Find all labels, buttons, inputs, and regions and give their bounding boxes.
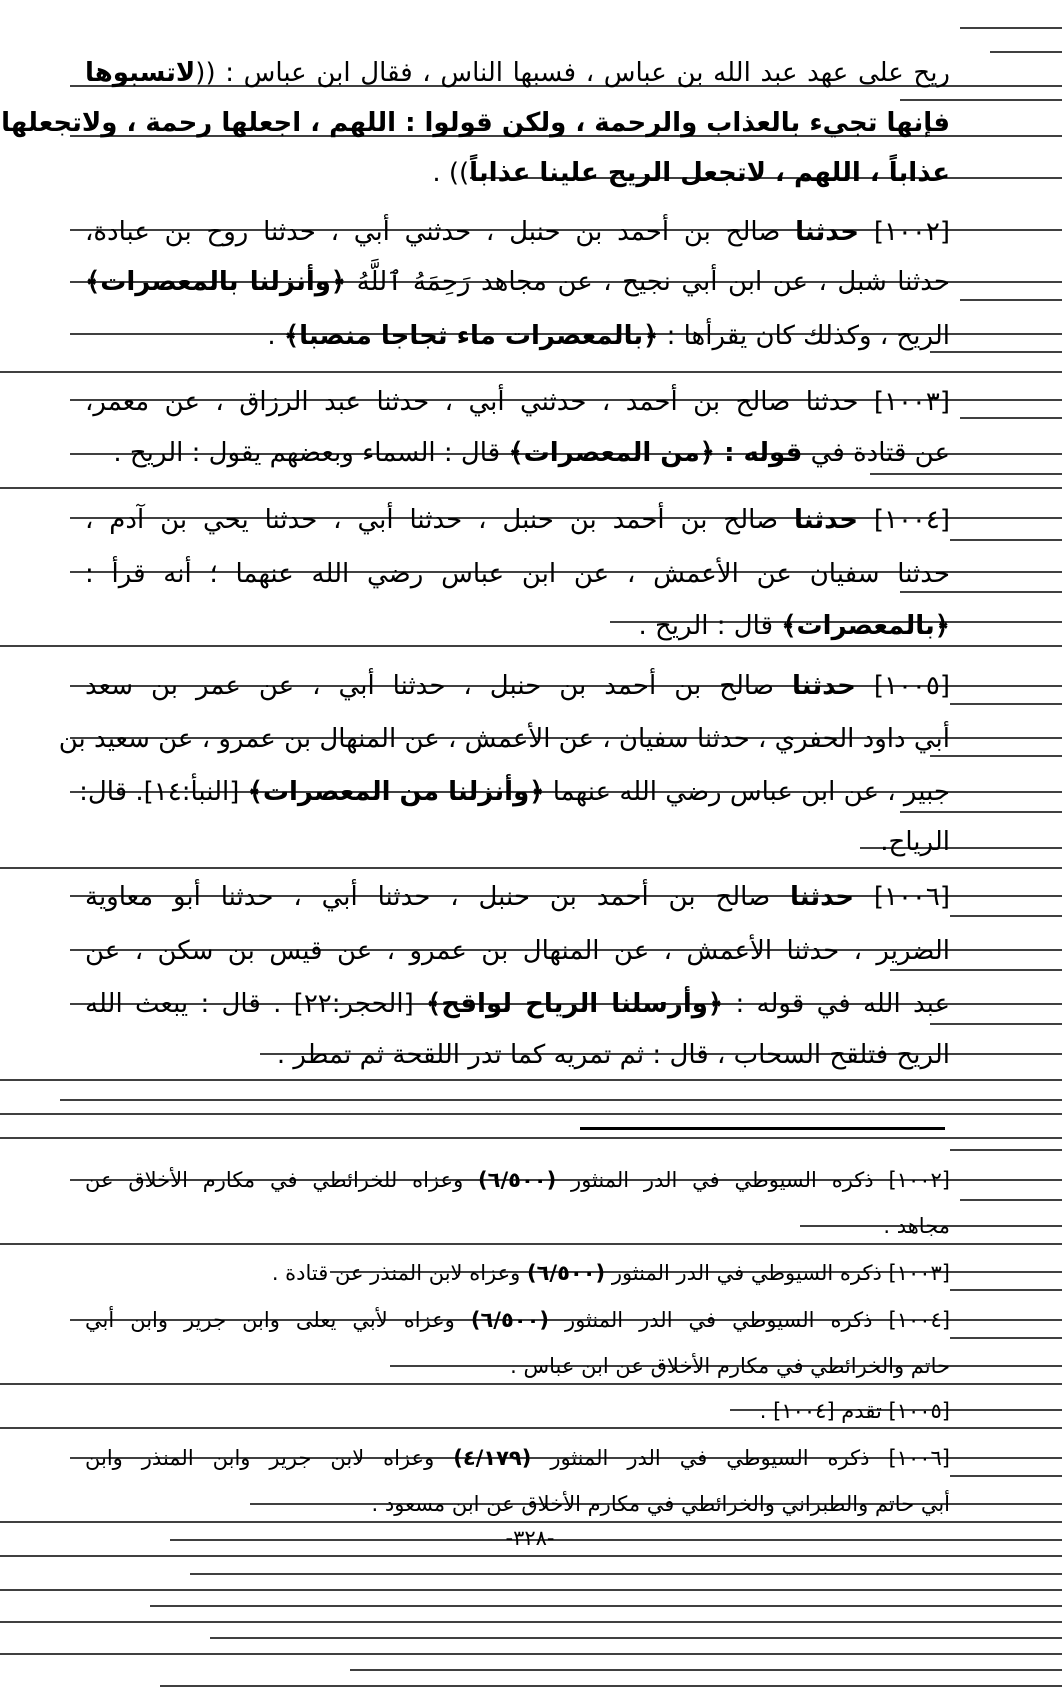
text-line: [١٠٠٦] حدثنا صالح بن أحمد بن حنبل ، حدثنا أبي ، حدثنا أبو معاوية bbox=[85, 882, 950, 912]
footnote-line: [١٠٠٢] ذكره السيوطي في الدر المنثور (٦/٥٠٠) وعزاه للخرائطي في مكارم الأخلاق عن bbox=[85, 1168, 950, 1192]
text-line: [١٠٠٥] حدثنا صالح بن أحمد بن حنبل ، حدثنا أبي ، عن عمر بن سعد bbox=[85, 671, 950, 701]
text-line: حدثنا شبل ، عن ابن أبي نجيح ، عن مجاهد رَحِمَهُ ٱللَّهُ ﴿وأنزلنا بالمعصرات﴾ bbox=[85, 267, 950, 297]
text-line: الريح ، وكذلك كان يقرأها : ﴿بالمعصرات ماء ثجاجا منصبا﴾ . bbox=[267, 321, 950, 351]
text-line: أبي داود الحفري ، حدثنا سفيان ، عن الأعمش ، عن المنهال بن عمرو ، عن سعيد بن bbox=[58, 724, 950, 754]
text-line: [١٠٠٤] حدثنا صالح بن أحمد بن حنبل ، حدثنا أبي ، حدثنا يحي بن آدم ، bbox=[85, 505, 950, 535]
text-line: عبد الله في قوله : ﴿وأرسلنا الرياح لواقح﴾ [الحجر:٢٢] . قال : يبعث الله bbox=[85, 989, 950, 1019]
page-number: -٣٢٨- bbox=[505, 1526, 555, 1550]
text-line: عن قتادة في قوله : ﴿من المعصرات﴾ قال : السماء وبعضهم يقول : الريح . bbox=[113, 438, 950, 468]
footnote-line: [١٠٠٣] ذكره السيوطي في الدر المنثور (٦/٥٠٠) وعزاه لابن المنذر عن قتادة . bbox=[271, 1261, 950, 1285]
text-line: ﴿بالمعصرات﴾ قال : الريح . bbox=[638, 611, 950, 641]
text-line: الضرير ، حدثنا الأعمش ، عن المنهال بن عمرو ، عن قيس بن سكن ، عن bbox=[85, 936, 950, 966]
text-line: جبير ، عن ابن عباس رضي الله عنهما ﴿وأنزلنا من المعصرات﴾ [النبأ:١٤]. قال: bbox=[79, 777, 950, 807]
footnote-line: مجاهد . bbox=[883, 1214, 950, 1238]
footnote-line: [١٠٠٥] تقدم [١٠٠٤] . bbox=[759, 1399, 950, 1423]
text-line: [١٠٠٢] حدثنا صالح بن أحمد بن حنبل ، حدثني أبي ، حدثنا روح بن عبادة، bbox=[85, 217, 950, 247]
text-line: فإنها تجيء بالعذاب والرحمة ، ولكن قولوا : اللهم ، اجعلها رحمة ، ولاتجعلها bbox=[1, 108, 950, 138]
text-line: حدثنا سفيان عن الأعمش ، عن ابن عباس رضي الله عنهما ؛ أنه قرأ : bbox=[85, 559, 950, 589]
text-line: ريح على عهد عبد الله بن عباس ، فسبها الناس ، فقال ابن عباس : ((لاتسبوها bbox=[85, 58, 950, 88]
footnote-line: أبي حاتم والطبراني والخرائطي في مكارم الأخلاق عن ابن مسعود . bbox=[371, 1492, 950, 1516]
footnote-separator bbox=[580, 1127, 945, 1130]
text-line: الرياح. bbox=[880, 827, 950, 857]
text-line: [١٠٠٣] حدثنا صالح بن أحمد ، حدثني أبي ، حدثنا عبد الرزاق ، عن معمر، bbox=[85, 387, 950, 417]
footnote-line: [١٠٠٤] ذكره السيوطي في الدر المنثور (٦/٥٠٠) وعزاه لأبي يعلى وابن جرير وابن أبي bbox=[85, 1308, 951, 1332]
text-line: عذاباً ، اللهم ، لاتجعل الريح علينا عذاباً)) . bbox=[432, 158, 950, 188]
footnote-line: [١٠٠٦] ذكره السيوطي في الدر المنثور (٤/١٧٩) وعزاه لابن جرير وابن المنذر وابن bbox=[85, 1446, 950, 1470]
text-line: الريح فتلقح السحاب ، قال : ثم تمريه كما تدر اللقحة ثم تمطر . bbox=[276, 1040, 950, 1070]
footnote-line: حاتم والخرائطي في مكارم الأخلاق عن ابن عباس . bbox=[510, 1354, 950, 1378]
